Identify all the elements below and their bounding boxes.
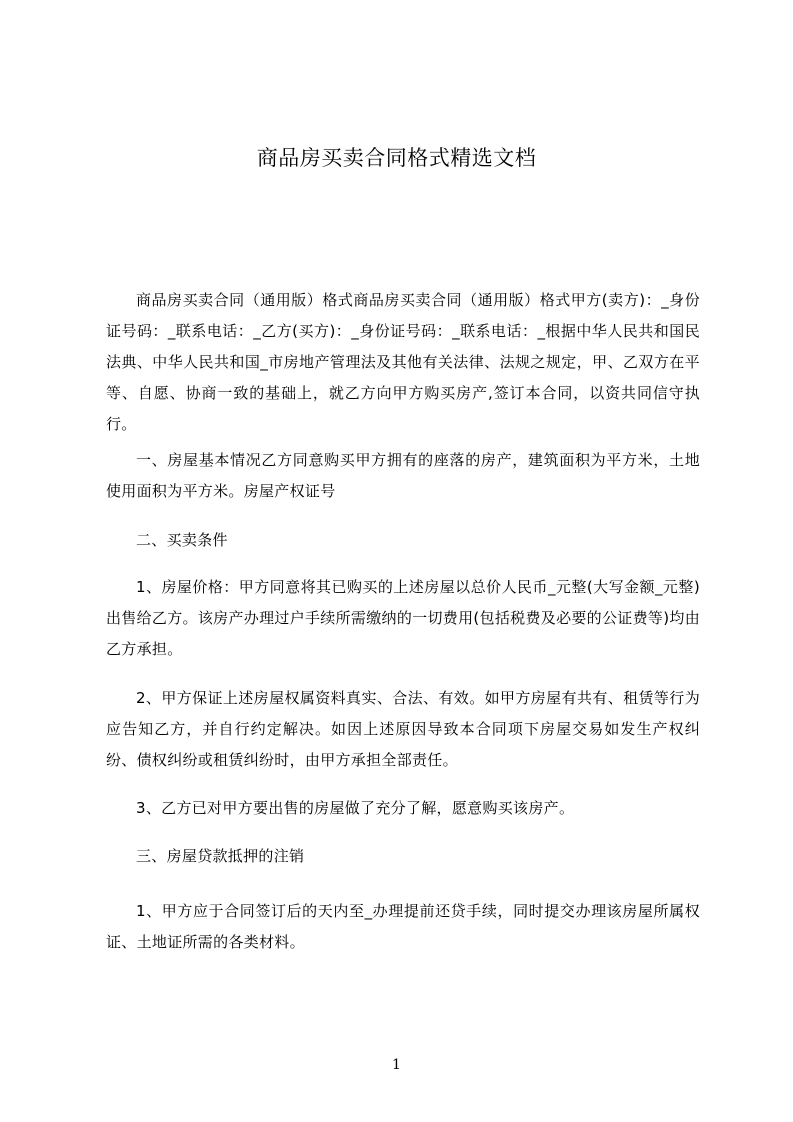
section-2-item-3: 3、乙方已对甲方要出售的房屋做了充分了解，愿意购买该房产。 — [136, 799, 575, 817]
document-title: 商品房买卖合同格式精选文档 — [256, 146, 537, 170]
section-1-paragraph: 一、房屋基本情况乙方同意购买甲方拥有的座落的房产，建筑面积为平方米，土地使用面积为平方米。房屋产权证号 — [106, 451, 700, 500]
section-3-item-1: 1、甲方应于合同签订后的天内至_办理提前还贷手续，同时提交办理该房屋所属权证、土地证所需的各类材料。 — [106, 902, 700, 951]
intro-paragraph: 商品房买卖合同（通用版）格式商品房买卖合同（通用版）格式甲方(卖方)：_身份证号码：_联系电话：_乙方(买方)：_身份证号码：_联系电话：_根据中华人民共和国民法典、中华人民共和国_市房地产管理法及其他有关法律、法规之规定，甲、乙双方在平等、自愿、协商一致的基础上，就乙方向甲方购买房产,签订本合同，以资共同信守执行。 — [106, 291, 700, 433]
section-2-heading: 二、买卖条件 — [136, 531, 228, 549]
section-2-item-2: 2、甲方保证上述房屋权属资料真实、合法、有效。如甲方房屋有共有、租赁等行为应告知乙方，并自行约定解决。如因上述原因导致本合同项下房屋交易如发生产权纠纷、债权纠纷或租赁纠纷时，由甲方承担全部责任。 — [106, 689, 700, 769]
section-3-heading: 三、房屋贷款抵押的注销 — [136, 847, 305, 865]
page-number: 1 — [392, 1057, 401, 1073]
section-2-item-1: 1、房屋价格：甲方同意将其已购买的上述房屋以总价人民币_元整(大写金额_元整)出售给乙方。该房产办理过户手续所需缴纳的一切费用(包括税费及必要的公证费等)均由乙方承担。 — [106, 578, 700, 658]
